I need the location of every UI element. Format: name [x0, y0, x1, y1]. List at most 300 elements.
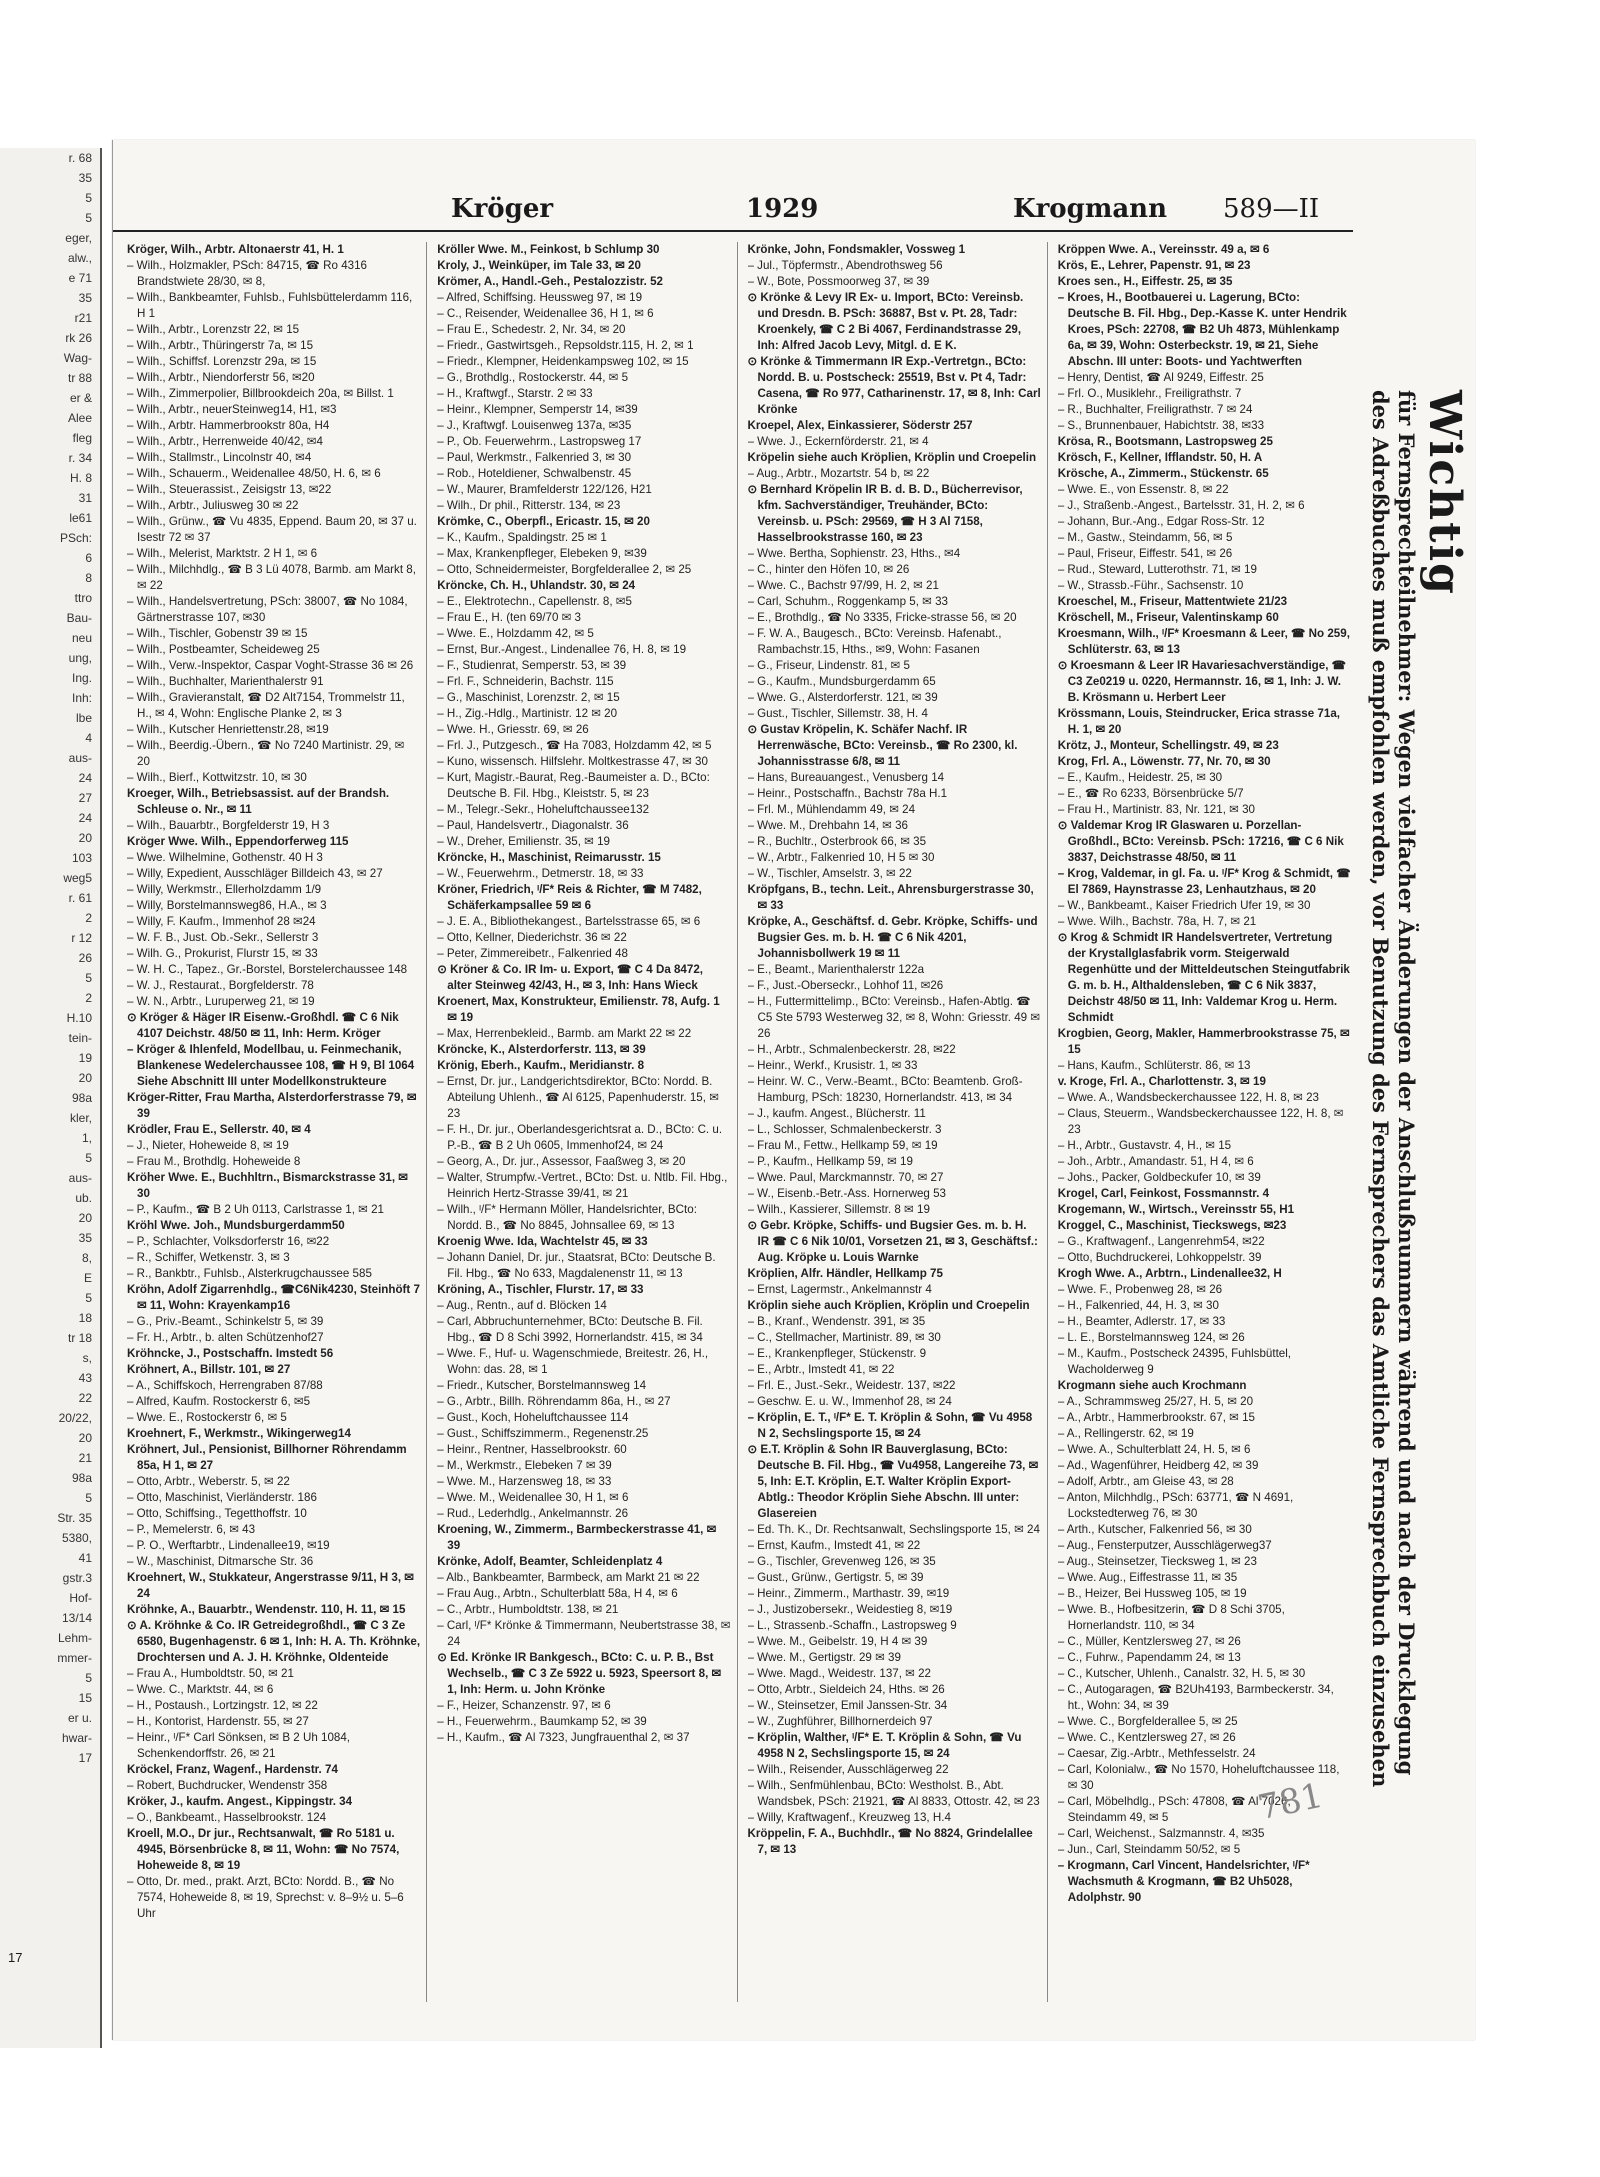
- directory-entry: – Wilh., Postbeamter, Scheideweg 25: [127, 643, 320, 656]
- directory-entry: – Otto, Dr. med., prakt. Arzt, BCto: Nordd. B., ☎ No 7574, Hoheweide 8, ✉ 19, Sprechst: v. 8–9½ u. 5–6 Uhr: [127, 1875, 404, 1920]
- directory-entry: ⊙ Valdemar Krog IR Glaswaren u. Porzellan-Großhdl., BCto: Vereinsb. PSch: 17216, ☎ C 6 Nik 3837, Deichstrasse 48/50, ✉ 11: [1057, 819, 1344, 864]
- fragment-text: neu: [71, 631, 92, 645]
- fragment-text: 20: [78, 1071, 92, 1085]
- fragment-text: Bau-: [66, 611, 92, 625]
- header-year: 1929: [746, 194, 819, 224]
- directory-entry: Kröpke, A., Geschäftsf. d. Gebr. Kröpke, Schiffs- und Bugsier Ges. m. b. H. ☎ C 6 Nik 4201, Johannisbollwerk 19 ✉ 11: [747, 915, 1038, 960]
- fragment-text: r 12: [71, 931, 92, 945]
- directory-entry: – Kröplin, E. T., ᴵ/F* E. T. Kröplin & Sohn, ☎ Vu 4958 N 2, Sechslingsporte 15, ✉ 24: [747, 1411, 1033, 1440]
- directory-entry: – Henry, Dentist, ☎ Al 9249, Eiffestr. 25: [1057, 371, 1264, 384]
- directory-entry: – M., Werkmstr., Elebeken 7 ✉ 39: [437, 1459, 612, 1472]
- fragment-text: 5: [85, 191, 92, 205]
- directory-entry: Krönke, John, Fondsmakler, Vossweg 1: [747, 243, 966, 256]
- directory-entry: – G., Maschinist, Lorenzstr. 2, ✉ 15: [437, 691, 620, 704]
- directory-entry: – Carl, ᴵ/F* Krönke & Timmermann, Neubertstrasse 38, ✉ 24: [437, 1619, 731, 1648]
- fragment-text: 35: [78, 1231, 92, 1245]
- fragment-text: 20/22,: [58, 1411, 92, 1425]
- directory-entry: – Paul, Friseur, Eiffestr. 541, ✉ 26: [1057, 547, 1233, 560]
- directory-entry: – E., Arbtr., Imstedt 41, ✉ 22: [747, 1363, 895, 1376]
- directory-entry: – W., Tischler, Amselstr. 3, ✉ 22: [747, 867, 912, 880]
- directory-entry: – Frl. J., Putzgesch., ☎ Ha 7083, Holzdamm 42, ✉ 5: [437, 739, 712, 752]
- directory-entry: Krömer, A., Handl.-Geh., Pestalozzistr. 52: [437, 275, 663, 288]
- directory-entry: – Carl, Möbelhdlg., PSch: 47808, ☎ Al 7026, Steindamm 49, ✉ 5: [1057, 1795, 1291, 1824]
- directory-entry: – G., Kraftwagenf., Langenrehm54, ✉22: [1057, 1235, 1265, 1248]
- directory-entry: – F., Heizer, Schanzenstr. 97, ✉ 6: [437, 1699, 611, 1712]
- directory-entry: – Wwe. A., Schulterblatt 24, H. 5, ✉ 6: [1057, 1443, 1251, 1456]
- directory-entry: – Wwe. H., Griesstr. 69, ✉ 26: [437, 723, 589, 736]
- directory-entry: – Hans, Bureauangest., Venusberg 14: [747, 771, 945, 784]
- fragment-text: eger,: [65, 231, 92, 245]
- directory-entry: v. Kroge, Frl. A., Charlottenstr. 3, ✉ 19: [1057, 1075, 1266, 1088]
- fragment-text: mmer-: [57, 1651, 92, 1665]
- directory-entry: – Ernst, Bur.-Angest., Lindenallee 76, H. 8, ✉ 19: [437, 643, 687, 656]
- side-notice-title: Wichtig: [1419, 390, 1470, 596]
- directory-entry: – Willy, Kraftwagenf., Kreuzweg 13, H.4: [747, 1811, 951, 1824]
- fragment-text: 26: [78, 951, 92, 965]
- directory-entry: Kröpfgans, B., techn. Leit., Ahrensburgerstrasse 30, ✉ 33: [747, 883, 1034, 912]
- directory-entry: – Rud., Steward, Lutterothstr. 71, ✉ 19: [1057, 563, 1257, 576]
- fragment-text: tr 18: [67, 1331, 92, 1345]
- directory-entry: – H., Feuerwehrm., Baumkamp 52, ✉ 39: [437, 1715, 647, 1728]
- fragment-text: 19: [78, 1051, 92, 1065]
- side-notice: [1339, 390, 1469, 1890]
- fragment-text: 2: [85, 991, 92, 1005]
- directory-entry: ⊙ Gustav Kröpelin, K. Schäfer Nachf. IR Herrenwäsche, BCto: Vereinsb., ☎ Ro 2300, kl. Johannisstrasse 6/8, ✉ 11: [747, 723, 1018, 768]
- directory-entry: – Wilh., Bankbeamter, Fuhlsb., Fuhlsbüttelerdamm 116, H 1: [127, 291, 413, 320]
- directory-entry: – H., Kontorist, Hardenstr. 55, ✉ 27: [127, 1715, 309, 1728]
- directory-entry: – Fr. H., Arbtr., b. alten Schützenhof27: [127, 1331, 324, 1344]
- column-3: [748, 242, 1048, 2002]
- directory-entry: – Peter, Zimmereibetr., Falkenried 48: [437, 947, 628, 960]
- directory-entry: – Gust., Koch, Hoheluftchaussee 114: [437, 1411, 629, 1424]
- directory-entry: – Wilh., Arbtr., Herrenweide 40/42, ✉4: [127, 435, 323, 448]
- fragment-text: 103: [71, 851, 92, 865]
- handwritten-page-stamp: 781: [1254, 1775, 1327, 1829]
- directory-entry: – B., Heizer, Bei Hussweg 105, ✉ 19: [1057, 1587, 1247, 1600]
- directory-entry: – Wilh., Beerdig.-Übern., ☎ No 7240 Martinistr. 29, ✉ 20: [127, 739, 405, 768]
- directory-entry: – Otto, Kellner, Diederichstr. 36 ✉ 22: [437, 931, 627, 944]
- directory-entry: Kröckel, Franz, Wagenf., Hardenstr. 74: [127, 1763, 338, 1776]
- directory-entry: – Wilh., Verw.-Inspektor, Caspar Voght-Strasse 36 ✉ 26: [127, 659, 414, 672]
- directory-entry: – Wilh., Handelsvertretung, PSch: 38007, ☎ No 1084, Gärtnerstrasse 107, ✉30: [127, 595, 408, 624]
- directory-entry: Kroggel, C., Maschinist, Tieckswegs, ✉23: [1057, 1219, 1287, 1232]
- fragment-text: 27: [78, 791, 92, 805]
- directory-entry: – H., Kraftwgf., Starstr. 2 ✉ 33: [437, 387, 593, 400]
- directory-entry: – Rud., Lederhdlg., Ankelmannstr. 26: [437, 1507, 629, 1520]
- directory-entry: Kroenert, Max, Konstrukteur, Emilienstr. 78, Aufg. 1 ✉ 19: [437, 995, 720, 1024]
- directory-entry: – Wwe. C., Bachstr 97/99, H. 2, ✉ 21: [747, 579, 939, 592]
- directory-entry: – W. F. B., Just. Ob.-Sekr., Sellerstr 3: [127, 931, 319, 944]
- left-page-number: 17: [8, 1950, 23, 1965]
- directory-entry: – Wwe. C., Kentzlersweg 27, ✉ 26: [1057, 1731, 1236, 1744]
- fragment-text: r. 34: [68, 451, 92, 465]
- directory-entry: – Wilh., Dr phil., Ritterstr. 134, ✉ 23: [437, 499, 621, 512]
- directory-entry: Kröppen Wwe. A., Vereinsstr. 49 a, ✉ 6: [1057, 243, 1270, 256]
- column-2: [437, 242, 737, 2002]
- directory-entry: – Aug., Fensterputzer, Ausschlägerweg37: [1057, 1539, 1272, 1552]
- directory-entry: – Wwe. F., Huf- u. Wagenschmiede, Breitestr. 26, H., Wohn: das. 28, ✉ 1: [437, 1347, 709, 1376]
- directory-entry: – Wwe. M., Geibelstr. 19, H 4 ✉ 39: [747, 1635, 928, 1648]
- directory-entry: Kroell, M.O., Dr jur., Rechtsanwalt, ☎ Ro 5181 u. 4945, Börsenbrücke 8, ✉ 11, Wohn: ☎ No 7574, Hoheweide 8, ✉ 19: [127, 1827, 400, 1872]
- directory-entry: – W., Maschinist, Ditmarsche Str. 36: [127, 1555, 314, 1568]
- directory-entry: – Walter, Strumpfw.-Vertret., BCto: Dst. u. Ntlb. Fil. Hbg., Heinrich Hertz-Strasse 39/41, ✉ 21: [437, 1171, 728, 1200]
- fragment-text: 41: [78, 1551, 92, 1565]
- directory-entry: – Wilh., Arbtr., Niendorferstr 56, ✉20: [127, 371, 315, 384]
- directory-entry: – C., Arbtr., Humboldtstr. 138, ✉ 21: [437, 1603, 619, 1616]
- fragment-text: lbe: [75, 711, 92, 725]
- directory-entry: – Wilh., Reisender, Ausschlägerweg 22: [747, 1763, 949, 1776]
- directory-entry: – E., Beamt., Marienthalerstr 122a: [747, 963, 925, 976]
- fragment-text: er &: [69, 391, 92, 405]
- directory-entry: – Heinr., Zimmerm., Marthastr. 39, ✉19: [747, 1587, 950, 1600]
- directory-entry: – H., Zig.-Hdlg., Martinistr. 12 ✉ 20: [437, 707, 618, 720]
- directory-entry: – Kröger & Ihlenfeld, Modellbau, u. Feinmechanik, Blankenese Wedelerchaussee 108, ☎ H 9, Bl 1064 Siehe Abschnitt III unter Modellkonstrukteure: [127, 1043, 415, 1088]
- directory-entry: – Arth., Kutscher, Falkenried 56, ✉ 30: [1057, 1523, 1252, 1536]
- directory-entry: – Heinr., Klempner, Semperstr 14, ✉39: [437, 403, 638, 416]
- directory-entry: – Wwe. Aug., Eiffestrasse 11, ✉ 35: [1057, 1571, 1238, 1584]
- fragment-text: ub.: [75, 1191, 92, 1205]
- directory-entry: Kröncke, K., Alsterdorferstr. 113, ✉ 39: [437, 1043, 646, 1056]
- directory-entry: Kroeschel, M., Friseur, Mattentwiete 21/23: [1057, 595, 1288, 608]
- fragment-text: kler,: [69, 1111, 92, 1125]
- directory-entry: – Wwe. E., Holzdamm 42, ✉ 5: [437, 627, 594, 640]
- fragment-text: 8: [85, 571, 92, 585]
- directory-entry: – Willy, Borstelmannsweg86, H.A., ✉ 3: [127, 899, 327, 912]
- directory-entry: – Wilh., Steuerassist., Zeisigstr 13, ✉22: [127, 483, 332, 496]
- directory-entry: – G., Priv.-Beamt., Schinkelstr 5, ✉ 39: [127, 1315, 324, 1328]
- directory-entry: ⊙ Kröner & Co. IR Im- u. Export, ☎ C 4 Da 8472, alter Steinweg 42/43, H., ✉ 3, Inh: Hans Wieck: [437, 963, 703, 992]
- fragment-text: ung,: [68, 651, 92, 665]
- fragment-text: 22: [78, 1391, 92, 1405]
- side-notice-line: des Adreßbuches muß empfohlen werden, vor Benutzung des Fernsprechers das Amtliche Fernsprechbuch einzusehen: [1368, 390, 1393, 1788]
- directory-entry: Kröplien, Alfr. Händler, Hellkamp 75: [747, 1267, 943, 1280]
- directory-entry: – Geschw. E. u. W., Immenhof 28, ✉ 24: [747, 1395, 952, 1408]
- directory-entry: ⊙ Bernhard Kröpelin IR B. d. B. D., Bücherrevisor, kfm. Sachverständiger, Treuhänder, BCto: Vereinsb. u. PSch: 29569, ☎ H 3 Al 7158, Hasselbrookstrasse 160, ✉ 23: [747, 483, 1023, 544]
- fragment-text: Hof-: [69, 1591, 92, 1605]
- directory-entry: – W., Maurer, Bramfelderstr 122/126, H21: [437, 483, 652, 496]
- directory-entry: ⊙ Krönke & Timmermann IR Exp.-Vertretgn., BCto: Nordd. B. u. Postscheck: 25519, Bst v. Pt 4, Tadr: Casena, ☎ Ro 977, Catharinenstr. 17, ✉ 8, Inh: Carl Krönke: [747, 355, 1041, 416]
- directory-entry: – J. E. A., Bibliothekangest., Bartelsstrasse 65, ✉ 6: [437, 915, 701, 928]
- fragment-text: H. 8: [69, 471, 92, 485]
- directory-entry: – Willy, F. Kaufm., Immenhof 28 ✉24: [127, 915, 316, 928]
- page-number: 589—II: [1223, 194, 1320, 224]
- directory-entry: – Wilh., Grünw., ☎ Vu 4835, Eppend. Baum 20, ✉ 37 u. Isestr 72 ✉ 37: [127, 515, 417, 544]
- directory-entry: – Otto, Arbtr., Weberstr. 5, ✉ 22: [127, 1475, 290, 1488]
- directory-entry: – C., hinter den Höfen 10, ✉ 26: [747, 563, 910, 576]
- directory-entry: – Wwe. G., Alsterdorferstr. 121, ✉ 39: [747, 691, 938, 704]
- directory-entry: – Heinr., Werkf., Krusistr. 1, ✉ 33: [747, 1059, 918, 1072]
- directory-entry: – Caesar, Zig.-Arbtr., Methfesselstr. 24: [1057, 1747, 1256, 1760]
- fragment-text: 21: [78, 1451, 92, 1465]
- fragment-text: 1,: [81, 1131, 92, 1145]
- directory-entry: – J., Justizobersekr., Weidestieg 8, ✉19: [747, 1603, 953, 1616]
- side-notice-line: für Fernsprechteilnehmer: Wegen vielfacher Änderungen der Anschlußnummern während und nach der Drucklegung: [1394, 390, 1419, 1776]
- directory-entry: – Wwe. M., Gertigstr. 29 ✉ 39: [747, 1651, 901, 1664]
- directory-entry: – Wwe. B., Hofbesitzerin, ☎ D 8 Schi 3705, Hornerlandstr. 110, ✉ 34: [1057, 1603, 1285, 1632]
- directory-entry: – Wilh., Stallmstr., Lincolnstr 40, ✉4: [127, 451, 312, 464]
- directory-entry: – Ed. Th. K., Dr. Rechtsanwalt, Sechslingsporte 15, ✉ 24: [747, 1523, 1040, 1536]
- directory-entry: – Wilh., ᴵ/F* Hermann Möller, Handelsrichter, BCto: Nordd. B., ☎ No 8845, Johnsallee 69, ✉ 13: [437, 1203, 697, 1232]
- fragment-text: 35: [78, 291, 92, 305]
- directory-entry: – Wilh., Gravieranstalt, ☎ D2 Alt7154, Trommelstr 11, H., ✉ 4, Wohn: Englische Planke 2, ✉ 3: [127, 691, 405, 720]
- directory-entry: Kröger, Wilh., Arbtr. Altonaerstr 41, H. 1: [127, 243, 344, 256]
- directory-entry: Kröhl Wwe. Joh., Mundsburgerdamm50: [127, 1219, 345, 1232]
- directory-entry: Kroes sen., H., Eiffestr. 25, ✉ 35: [1057, 275, 1233, 288]
- directory-entry: Krönke, Adolf, Beamter, Schleidenplatz 4: [437, 1555, 663, 1568]
- directory-entry: – W., Bankbeamt., Kaiser Friedrich Ufer 19, ✉ 30: [1057, 899, 1311, 912]
- directory-entry: – Ernst, Kaufm., Imstedt 41, ✉ 22: [747, 1539, 921, 1552]
- directory-entry: – R., Buchltr., Osterbrook 66, ✉ 35: [747, 835, 927, 848]
- directory-entry: Kröncke, H., Maschinist, Reimarusstr. 15: [437, 851, 661, 864]
- directory-entry: – Wilh., Arbtr., Thüringerstr 7a, ✉ 15: [127, 339, 314, 352]
- fragment-text: 5: [85, 211, 92, 225]
- directory-entry: – P., Kaufm., ☎ B 2 Uh 0113, Carlstrasse 1, ✉ 21: [127, 1203, 385, 1216]
- directory-entry: – Wwe. Wilhelmine, Gothenstr. 40 H 3: [127, 851, 323, 864]
- directory-entry: – Wilh., Zimmerpolier, Billbrookdeich 20a, ✉ Billst. 1: [127, 387, 394, 400]
- directory-entry: – Wwe. C., Marktstr. 44, ✉ 6: [127, 1683, 274, 1696]
- directory-entry: ⊙ Krönke & Levy IR Ex- u. Import, BCto: Vereinsb. und Dresdn. B. PSch: 36887, Bst v. Pt. 28, Tadr: Kroenkely, ☎ C 2 Bi 4067, Ferdinandstrasse 29, Inh: Alfred Jacob Levy, Mitgl. d. E K.: [747, 291, 1024, 352]
- directory-entry: – H., Beamter, Adlerstr. 17, ✉ 33: [1057, 1315, 1226, 1328]
- directory-entry: Krogbien, Georg, Makler, Hammerbrookstrasse 75, ✉ 15: [1057, 1027, 1350, 1056]
- directory-entry: – P., Kaufm., Hellkamp 59, ✉ 19: [747, 1155, 913, 1168]
- directory-entry: – Carl, Kolonialw., ☎ No 1570, Hoheluftchaussee 118, ✉ 30: [1057, 1763, 1340, 1792]
- fragment-text: 4: [85, 731, 92, 745]
- directory-entry: – Anton, Milchhdlg., PSch: 63771, ☎ N 4691, Lockstedterweg 76, ✉ 30: [1057, 1491, 1294, 1520]
- directory-entry: – Rob., Hoteldiener, Schwalbenstr. 45: [437, 467, 632, 480]
- directory-entry: – W. H. C., Tapez., Gr.-Borstel, Borstelerchaussee 148: [127, 963, 408, 976]
- directory-entry: – L., Strassenb.-Schaffn., Lastropsweg 9: [747, 1619, 957, 1632]
- fragment-text: hwar-: [61, 1731, 92, 1745]
- fragment-text: Ing.: [71, 671, 92, 685]
- directory-entry: – G., Tischler, Grevenweg 126, ✉ 35: [747, 1555, 936, 1568]
- directory-entry: Krogemann, W., Wirtsch., Vereinsstr 55, H1: [1057, 1203, 1295, 1216]
- fragment-text: 24: [78, 771, 92, 785]
- fragment-text: 20: [78, 1431, 92, 1445]
- directory-entry: – Carl, Schuhm., Roggenkamp 5, ✉ 33: [747, 595, 948, 608]
- directory-entry: – Johann Daniel, Dr. jur., Staatsrat, BCto: Deutsche B. Fil. Hbg., ☎ No 633, Magdalenenstr 11, ✉ 13: [437, 1251, 716, 1280]
- directory-entry: – Jul., Töpfermstr., Abendrothsweg 56: [747, 259, 943, 272]
- directory-entry: – Wilh., Milchhdlg., ☎ B 3 Lü 4078, Barmb. am Markt 8, ✉ 22: [127, 563, 416, 592]
- directory-entry: Kroehnert, F., Werkmstr., Wikingerweg14: [127, 1427, 351, 1440]
- directory-entry: – Willy, Expedient, Ausschläger Billdeich 43, ✉ 27: [127, 867, 383, 880]
- directory-entry: – G., Kaufm., Mundsburgerdamm 65: [747, 675, 936, 688]
- fragment-text: fleg: [72, 431, 92, 445]
- directory-entry: Kröhnke, A., Bauarbtr., Wendenstr. 110, H. 11, ✉ 15: [127, 1603, 406, 1616]
- fragment-text: 5380,: [61, 1531, 92, 1545]
- directory-entry: – Heinr., Postschaffn., Bachstr 78a H.1: [747, 787, 948, 800]
- directory-entry: Kröncke, Ch. H., Uhlandstr. 30, ✉ 24: [437, 579, 636, 592]
- directory-entry: – Frau M., Brothdlg. Hoheweide 8: [127, 1155, 301, 1168]
- directory-entry: ⊙ A. Kröhnke & Co. IR Getreidegroßhdl., ☎ C 3 Ze 6580, Bugenhagenstr. 6 ✉ 1, Inh: H. A. Th. Kröhnke, Drochtersen und A. J. H. Kröhnke, Oldenteide: [127, 1619, 421, 1664]
- directory-entry: – S., Brunnenbauer, Habichtstr. 38, ✉33: [1057, 419, 1265, 432]
- directory-entry: – Kurt, Magistr.-Baurat, Reg.-Baumeister a. D., BCto: Deutsche B. Fil. Hbg., Kleiststr. 5, ✉ 23: [437, 771, 710, 800]
- directory-entry: – Gust., Schiffszimmerm., Regenenstr.25: [437, 1427, 649, 1440]
- directory-entry: – Max, Krankenpfleger, Elebeken 9, ✉39: [437, 547, 647, 560]
- fragment-text: 8,: [81, 1251, 92, 1265]
- fragment-text: H.10: [66, 1011, 92, 1025]
- directory-entry: – H., Kaufm., ☎ Al 7323, Jungfrauenthal 2, ✉ 37: [437, 1731, 690, 1744]
- header-right-keyword: Krogmann: [1013, 194, 1167, 224]
- directory-entry: – Aug., Steinsetzer, Tiecksweg 1, ✉ 23: [1057, 1555, 1257, 1568]
- directory-entry: – A., Arbtr., Hammerbrookstr. 67, ✉ 15: [1057, 1411, 1255, 1424]
- directory-entry: – Wwe. F., Probenweg 28, ✉ 26: [1057, 1283, 1223, 1296]
- fragment-text: rk 26: [65, 331, 92, 345]
- directory-entry: – B., Kranf., Wendenstr. 391, ✉ 35: [747, 1315, 926, 1328]
- fragment-text: 24: [78, 811, 92, 825]
- fragment-text: ttro: [74, 591, 92, 605]
- directory-entry: – Johs., Packer, Goldbeckufer 10, ✉ 39: [1057, 1171, 1261, 1184]
- directory-entry: ⊙ Kröger & Häger IR Eisenw.-Großhdl. ☎ C 6 Nik 4107 Deichstr. 48/50 ✉ 11, Inh: Herm. Kröger: [127, 1011, 399, 1040]
- fragment-text: 31: [78, 491, 92, 505]
- directory-entry: – W., Strassb.-Führ., Sachsenstr. 10: [1057, 579, 1244, 592]
- directory-entry: Kröhncke, J., Postschaffn. Imstedt 56: [127, 1347, 334, 1360]
- directory-entry: – Krogmann, Carl Vincent, Handelsrichter, ᴵ/F* Wachsmuth & Krogmann, ☎ B2 Uh5028, Adolphstr. 90: [1057, 1859, 1310, 1904]
- fragment-text: weg5: [63, 871, 92, 885]
- directory-entry: – Wwe. Paul, Marckmannstr. 70, ✉ 27: [747, 1171, 944, 1184]
- fragment-text: 13/14: [61, 1611, 92, 1625]
- directory-entry: – Krog, Valdemar, in gl. Fa. u. ᴵ/F* Krog & Schmidt, ☎ El 7869, Haynstrasse 23, Lenhautzhaus, ✉ 20: [1057, 867, 1351, 896]
- directory-entry: ⊙ Krog & Schmidt IR Handelsvertreter, Vertretung der Krystallglasfabrik vorm. Steigerwald Regenhütte und der Mitteldeutschen Steingutfabrik G. m. b. H., Althaldensleben, ☎ C 6 Nik 3837, Deichstr 48/50 ✉ 11, Inh: Valdemar Krog u. Herm. Schmidt: [1057, 931, 1350, 1024]
- directory-entry: – Otto, Arbtr., Sieldeich 24, Hths. ✉ 26: [747, 1683, 945, 1696]
- fragment-text: Alee: [67, 411, 92, 425]
- fragment-text: gstr.3: [62, 1571, 92, 1585]
- directory-entry: – Alfred, Kaufm. Rostockerstr 6, ✉5: [127, 1395, 311, 1408]
- fragment-text: 5: [85, 1491, 92, 1505]
- directory-entry: – K., Kaufm., Spaldingstr. 25 ✉ 1: [437, 531, 607, 544]
- directory-entry: – Georg, A., Dr. jur., Assessor, Faaßweg 3, ✉ 20: [437, 1155, 686, 1168]
- directory-entry: – Wilh., Tischler, Gobenstr 39 ✉ 15: [127, 627, 308, 640]
- directory-entry: – M., Telegr.-Sekr., Hoheluftchaussee132: [437, 803, 650, 816]
- directory-entry: – Wwe. A., Wandsbeckerchaussee 122, H. 8, ✉ 23: [1057, 1091, 1320, 1104]
- directory-entry: – Wwe. M., Harzensweg 18, ✉ 33: [437, 1475, 612, 1488]
- directory-entry: – A., Schiffskoch, Herrengraben 87/88: [127, 1379, 323, 1392]
- directory-entry: – C., Autogaragen, ☎ B2Uh4193, Barmbeckerstr. 34, ht., Wohn: 34, ✉ 39: [1057, 1683, 1334, 1712]
- directory-entry: – W., Feuerwehrm., Detmerstr. 18, ✉ 33: [437, 867, 644, 880]
- directory-entry: Krödler, Frau E., Sellerstr. 40, ✉ 4: [127, 1123, 311, 1136]
- directory-entry: ⊙ E.T. Kröplin & Sohn IR Bauverglasung, BCto: Deutsche B. Fil. Hbg., ☎ Vu4958, Langereihe 73, ✉ 5, Inh: E.T. Kröplin, E.T. Walter Kröplin Export-Abtlg.: Theodor Kröplin Siehe Abschn. III unter: Glasereien: [747, 1443, 1039, 1520]
- fragment-text: 43: [78, 1371, 92, 1385]
- directory-entry: – J., kaufm. Angest., Blücherstr. 11: [747, 1107, 926, 1120]
- directory-entry: Kroeger, Wilh., Betriebsassist. auf der Brandsh. Schleuse o. Nr., ✉ 11: [127, 787, 390, 816]
- directory-entry: – W., Bote, Possmoorweg 37, ✉ 39: [747, 275, 930, 288]
- directory-entry: – F., Studienrat, Semperstr. 53, ✉ 39: [437, 659, 627, 672]
- directory-entry: – Frl. F., Schneiderin, Bachstr. 115: [437, 675, 614, 688]
- directory-entry: – Wilh., Senfmühlenbau, BCto: Westholst. B., Abt. Wandsbek, PSch: 21921, ☎ Al 8833, Ottostr. 42, ✉ 23: [747, 1779, 1040, 1808]
- directory-entry: – Frau M., Fettw., Hellkamp 59, ✉ 19: [747, 1139, 938, 1152]
- directory-entry: – Kroes, H., Bootbauerei u. Lagerung, BCto: Deutsche B. Fil. Hbg., Dep.-Kasse K. unter Hendrik Kroes, PSch: 22708, ☎ B2 Uh 4873, Mühlenkamp 6a, ✉ 39, Wohn: Osterbeckstr. 19, ✉ 21, Siehe Abschn. III unter: Boots- und Yachtwerften: [1057, 291, 1347, 368]
- directory-entry: – E., Brothdlg., ☎ No 3335, Fricke-strasse 56, ✉ 20: [747, 611, 1017, 624]
- directory-entry: – W., Zughführer, Billhornerdeich 97: [747, 1715, 933, 1728]
- directory-entry: Krogmann siehe auch Krochmann: [1057, 1379, 1247, 1392]
- directory-entry: – Aug., Rentn., auf d. Blöcken 14: [437, 1299, 607, 1312]
- directory-entry: – Hans, Kaufm., Schlüterstr. 86, ✉ 13: [1057, 1059, 1251, 1072]
- directory-entry: – Frl. M., Mühlendamm 49, ✉ 24: [747, 803, 916, 816]
- directory-entry: – A., Rellingerstr. 62, ✉ 19: [1057, 1427, 1194, 1440]
- directory-entry: – Wilh., Arbtr., Lorenzstr 22, ✉ 15: [127, 323, 300, 336]
- directory-entry: – Carl, Weichenst., Salzmannstr. 4, ✉35: [1057, 1827, 1265, 1840]
- fragment-text: er u.: [67, 1711, 92, 1725]
- directory-entry: – C., Kutscher, Uhlenh., Canalstr. 32, H. 5, ✉ 30: [1057, 1667, 1306, 1680]
- directory-entry: – Adolf, Arbtr., am Gleise 43, ✉ 28: [1057, 1475, 1234, 1488]
- fragment-text: Inh:: [71, 691, 92, 705]
- directory-entry: Krösa, R., Bootsmann, Lastropsweg 25: [1057, 435, 1273, 448]
- directory-entry: – R., Bankbtr., Fuhlsb., Alsterkrugchaussee 585: [127, 1267, 372, 1280]
- listing-columns: [127, 242, 1357, 2002]
- fragment-text: 15: [78, 1691, 92, 1705]
- directory-entry: – W., Steinsetzer, Emil Janssen-Str. 34: [747, 1699, 948, 1712]
- directory-entry: – Frau E., Schedestr. 2, Nr. 34, ✉ 20: [437, 323, 626, 336]
- directory-entry: – Gust., Tischler, Sillemstr. 38, H. 4: [747, 707, 928, 720]
- directory-entry: – Wilh., Arbtr., Juliusweg 30 ✉ 22: [127, 499, 299, 512]
- directory-entry: Kröschell, M., Friseur, Valentinskamp 60: [1057, 611, 1279, 624]
- directory-entry: – Jun., Carl, Steindamm 50/52, ✉ 5: [1057, 1843, 1241, 1856]
- directory-entry: – Wwe. Bertha, Sophienstr. 23, Hths., ✉4: [747, 547, 961, 560]
- directory-entry: – J., Straßenb.-Angest., Bartelsstr. 31, H. 2, ✉ 6: [1057, 499, 1305, 512]
- directory-entry: – Gust., Grünw., Gertigstr. 5, ✉ 39: [747, 1571, 924, 1584]
- fragment-text: le61: [69, 511, 92, 525]
- directory-entry: – Wwe. J., Eckernförderstr. 21, ✉ 4: [747, 435, 929, 448]
- directory-entry: – Wilh., Kutscher Henriettenstr.28, ✉19: [127, 723, 329, 736]
- directory-entry: – P., Schlachter, Volksdorferstr 16, ✉22: [127, 1235, 330, 1248]
- directory-entry: Krös, E., Lehrer, Papenstr. 91, ✉ 23: [1057, 259, 1251, 272]
- fragment-text: Wag-: [63, 351, 92, 365]
- directory-entry: – Aug., Arbtr., Mozartstr. 54 b, ✉ 22: [747, 467, 930, 480]
- directory-entry: Kroening, W., Zimmerm., Barmbeckerstrasse 41, ✉ 39: [437, 1523, 717, 1552]
- directory-entry: – W., Eisenb.-Betr.-Ass. Hornerweg 53: [747, 1187, 946, 1200]
- fragment-text: s,: [82, 1351, 92, 1365]
- directory-entry: – Claus, Steuerm., Wandsbeckerchaussee 122, H. 8, ✉ 23: [1057, 1107, 1344, 1136]
- directory-entry: – F. W. A., Baugesch., BCto: Vereinsb. Hafenabt., Rambachstr.15, Hths., ✉9, Wohn: Fasanen: [747, 627, 1002, 656]
- fragment-text: 35: [78, 171, 92, 185]
- directory-entry: – R., Buchhalter, Freiligrathstr. 7 ✉ 24: [1057, 403, 1253, 416]
- directory-entry: – Wwe. Magd., Weidestr. 137, ✉ 22: [747, 1667, 931, 1680]
- directory-entry: – Otto, Schneidermeister, Borgfelderallee 2, ✉ 25: [437, 563, 692, 576]
- directory-entry: Krog, Frl. A., Löwenstr. 77, Nr. 70, ✉ 30: [1057, 755, 1271, 768]
- directory-entry: – F., Just.-Oberseckr., Lohhof 11, ✉26: [747, 979, 944, 992]
- directory-entry: – J., Kraftwgf. Louisenweg 137a, ✉35: [437, 419, 632, 432]
- directory-entry: – Frl. O., Musiklehr., Freiligrathstr. 7: [1057, 387, 1242, 400]
- directory-entry: – C., Reisender, Weidenallee 36, H 1, ✉ 6: [437, 307, 654, 320]
- fragment-text: aus-: [68, 751, 92, 765]
- directory-entry: – C., Stellmacher, Martinistr. 89, ✉ 30: [747, 1331, 941, 1344]
- fragment-text: Str. 35: [57, 1511, 92, 1525]
- directory-entry: – G., Arbtr., Billh. Röhrendamm 86a, H., ✉ 27: [437, 1395, 671, 1408]
- directory-entry: – G., Brothdlg., Rostockerstr. 44, ✉ 5: [437, 371, 629, 384]
- directory-entry: Kröning, A., Tischler, Flurstr. 17, ✉ 33: [437, 1283, 644, 1296]
- fragment-text: 5: [85, 1291, 92, 1305]
- directory-entry: Kröhnert, Jul., Pensionist, Billhorner Röhrendamm 85a, H 1, ✉ 27: [127, 1443, 407, 1472]
- column-1: [127, 242, 427, 2002]
- directory-entry: – Heinr., ᴵ/F* Carl Sönksen, ✉ B 2 Uh 1084, Schenkendorffstr. 26, ✉ 21: [127, 1731, 351, 1760]
- directory-entry: – Wilh., Bierf., Kottwitzstr. 10, ✉ 30: [127, 771, 307, 784]
- directory-entry: – E., Elektrotechn., Capellenstr. 8, ✉5: [437, 595, 632, 608]
- directory-entry: Kroenig Wwe. Ida, Wachtelstr 45, ✉ 33: [437, 1235, 648, 1248]
- directory-entry: – Wilh., Schauerm., Weidenallee 48/50, H. 6, ✉ 6: [127, 467, 381, 480]
- directory-entry: – Friedr., Klempner, Heidenkampsweg 102, ✉ 15: [437, 355, 689, 368]
- directory-entry: Krötz, J., Monteur, Schellingstr. 49, ✉ 23: [1057, 739, 1279, 752]
- fragment-text: Lehm-: [57, 1631, 92, 1645]
- directory-entry: – L., Schlosser, Schmalenbeckerstr. 3: [747, 1123, 942, 1136]
- adjacent-page-fragment: [0, 148, 102, 2048]
- directory-entry: Kröger Wwe. Wilh., Eppendorferweg 115: [127, 835, 349, 848]
- page-header: [113, 190, 1353, 232]
- directory-entry: – W. J., Restaurat., Borgfelderstr. 78: [127, 979, 314, 992]
- directory-entry: – H., Futtermittelimp., BCto: Vereinsb., Hafen-Abtlg. ☎ C5 Ste 5793 Westerweg 32, ✉ 8, Wohn: Griesstr. 49 ✉ 26: [747, 995, 1041, 1040]
- directory-entry: – Wwe. M., Weidenallee 30, H 1, ✉ 6: [437, 1491, 629, 1504]
- directory-entry: – C., Fuhrw., Papendamm 24, ✉ 13: [1057, 1651, 1241, 1664]
- directory-entry: – Wilh., Arbtr. Hammerbrookstr 80a, H4: [127, 419, 330, 432]
- fragment-text: 18: [78, 1311, 92, 1325]
